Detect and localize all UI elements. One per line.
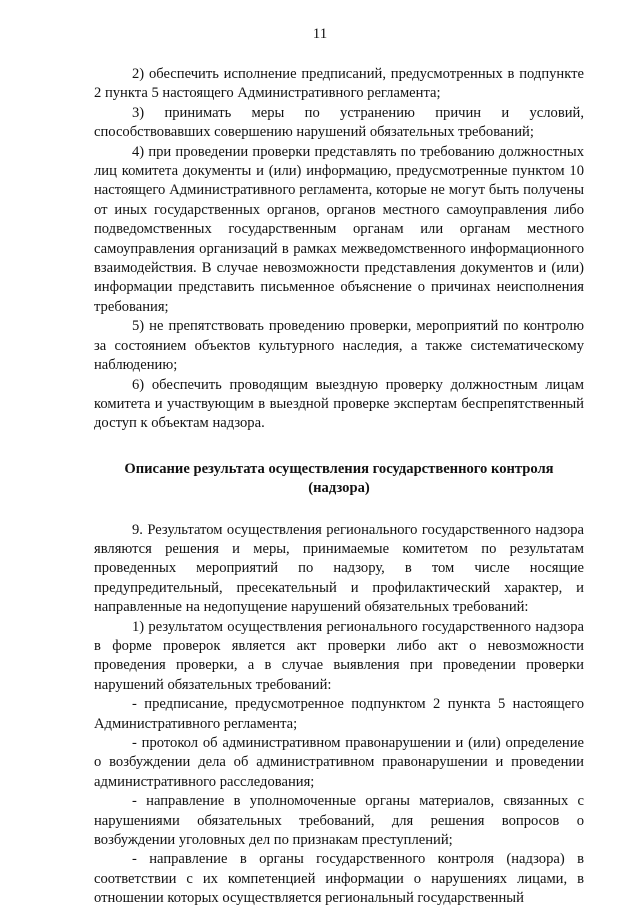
paragraph-subitem-2: 2) обеспечить исполнение предписаний, предусмотренных в подпункте 2 пункта 5 настоящего Административного регламента; [94,66,584,102]
paragraph-result-1: 1) результатом осуществления регионального государственного надзора в форме проверок является акт проверки либо акт о невозможности проведения проверки, а в случае выявления при проведении проверки нарушений обязательных требований: [94,618,584,693]
paragraph-dash-materials: - направление в уполномоченные органы материалов, связанных с нарушениями обязательных требований, для решения вопросов о возбуждении уголовных дел по признакам преступлений; [94,793,584,849]
document-body [94,65,584,909]
paragraph-item-9: 9. Результатом осуществления регионального государственного надзора являются решения и меры, принимаемые комитетом по результатам проведенных мероприятий по надзору, в том числе носящие предупредительный, пресекательный и профилактический характер, и направленные на недопущение нарушений обязательных требований: [94,521,584,616]
section-heading: Описание результата осуществления государственного контроля (надзора) [124,460,554,497]
paragraph-dash-protocol: - протокол об административном правонарушении и (или) определение о возбуждении дела об административном правонарушении и проведении административного расследования; [94,735,584,790]
page-number: 11 [312,26,328,42]
paragraph-subitem-4: 4) при проведении проверки представлять по требованию должностных лиц комитета документы и (или) информацию, предусмотренные пунктом 10 настоящего Административного регламента, которые не могут быть получены от иных государственных органов, органов местного самоуправления либо подведомственных государственным органам или органам местного самоуправления организаций в рамках межведомственного информационного взаимодействия. В случае невозможности представления документов и (или) информации представить письменное объяснение о причинах неисполнения требования; [94,143,584,315]
paragraph-subitem-6: 6) обеспечить проводящим выездную проверку должностным лицам комитета и участвующим в выездной проверке экспертам беспрепятственный доступ к объектам надзора. [94,376,584,432]
paragraph-dash-control-bodies: - направление в органы государственного контроля (надзора) в соответствии с их компетенцией информации о нарушениях лицами, в отношении которых осуществляется региональный государственный [94,851,584,907]
paragraph-subitem-5: 5) не препятствовать проведению проверки, мероприятий по контролю за состоянием объектов культурного наследия, а также систематическому наблюдению; [94,318,584,374]
paragraph-dash-prescription: - предписание, предусмотренное подпунктом 2 пункта 5 настоящего Административного регламента; [94,696,584,732]
paragraph-subitem-3: 3) принимать меры по устранению причин и условий, способствовавших совершению нарушений обязательных требований; [94,104,584,141]
